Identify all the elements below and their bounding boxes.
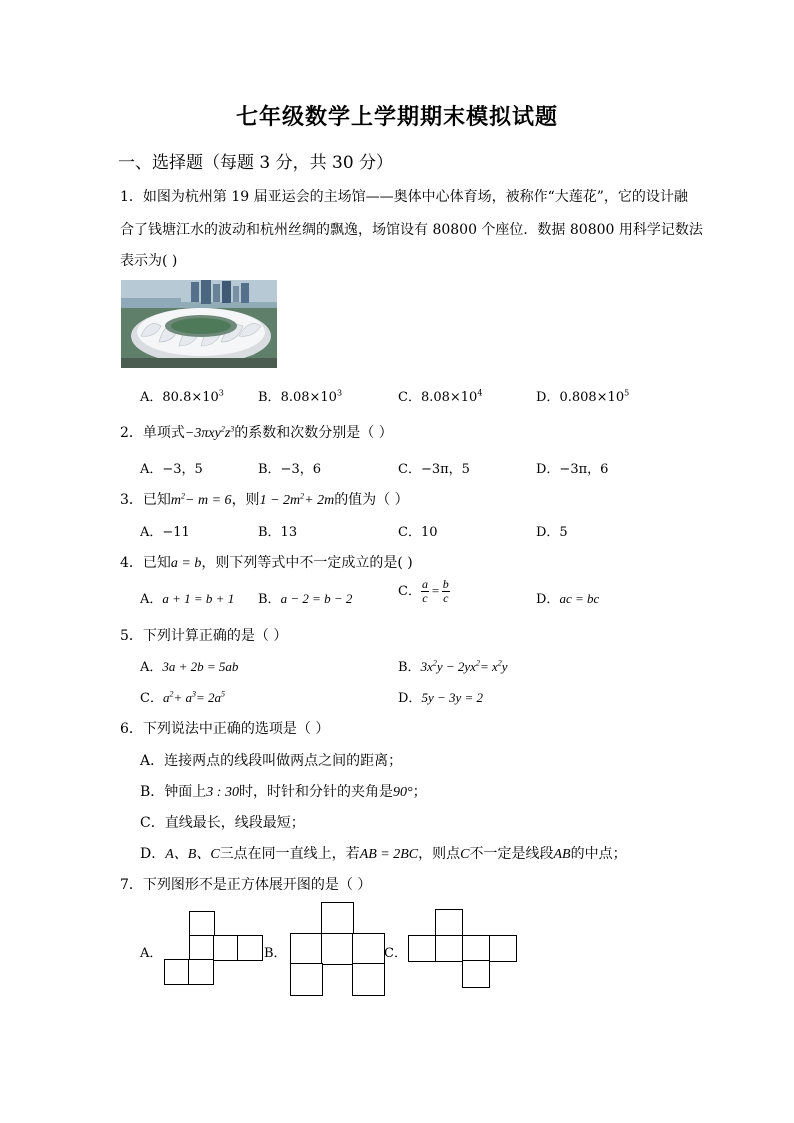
option-text: 三点在同一直线上，若 [219,846,360,862]
option-value: a − 2 = b − 2 [280,591,353,606]
q3-condition: − m = 6 [185,493,232,508]
q5-option-d[interactable] [398,687,483,706]
option-exponent: 4 [477,388,483,398]
exponent: 2 [432,658,437,668]
net-square [462,960,490,988]
net-square [352,963,385,996]
denominator: c [422,591,428,605]
q3-condition: m [170,493,182,508]
option-label: C． [398,584,421,599]
option-value: = x [479,659,498,674]
q3-prefix: 3．已知 [120,492,171,508]
q7-net-b[interactable] [290,902,386,996]
option-label: A． [140,660,163,675]
option-text: ； [412,784,427,800]
net-square [321,933,354,965]
q2-exponent: 3 [230,424,235,434]
q4-prefix: 4．已知 [120,555,171,571]
q2-suffix: 的系数和次数分别是（ ） [234,425,393,441]
denominator: c [443,591,449,605]
q2-option-d[interactable]: D．−3π，6 [536,462,609,477]
option-value: y − 2yx [436,659,476,674]
q3-option-d[interactable]: D．5 [536,525,568,540]
q6-option-b[interactable] [140,781,427,801]
q3-option-c[interactable]: C．10 [398,525,438,540]
q7-option-c-label[interactable]: C． [384,946,407,961]
q1-option-b[interactable] [258,386,342,405]
q4-option-c[interactable] [398,578,450,605]
q3-option-b[interactable]: B．13 [258,525,298,540]
option-label: B． [258,592,281,607]
q4-suffix: ，则下列等式中不一定成立的是( ) [201,555,413,571]
option-label: B． [398,660,421,675]
q2-option-b[interactable]: B．−3，6 [258,462,321,477]
option-math: AB [553,847,571,862]
net-square [408,935,436,962]
q2-variable: z [224,426,231,441]
q1-line1: 1．如图为杭州第 19 届亚运会的主场馆——奥体中心体育场，被称作“大莲花”，它的设计融 [120,189,688,205]
option-label: C． [140,691,163,706]
net-square [352,933,385,965]
option-math: 90° [392,785,413,800]
net-square [188,959,214,985]
q1-option-a[interactable] [140,386,224,405]
q4-option-b[interactable] [258,588,352,607]
q2-expression: −3πxy [184,426,221,441]
option-math: AB = 2BC [359,847,419,862]
q2-option-c[interactable]: C．−3π，5 [398,462,470,477]
option-value: a + 1 = b + 1 [162,591,235,606]
net-square [462,935,490,962]
option-text: B．钟面上 [140,784,207,800]
exponent: 2 [475,658,480,668]
q7-net-c[interactable] [408,909,518,988]
exponent: 3 [191,689,196,699]
q6-option-c[interactable]: C．直线最长，线段最短； [140,815,305,831]
q2-stem [120,422,393,442]
q7-stem: 7．下列图形不是正方体展开图的是（ ） [120,877,372,893]
option-value: ac = bc [559,591,600,606]
fraction [442,578,450,605]
q5-stem: 5．下列计算正确的是（ ） [120,628,288,644]
q1-option-c[interactable] [398,386,482,405]
section-heading: 一、选择题（每题 3 分，共 30 分） [118,153,394,173]
option-math: C [460,847,470,862]
q3-exponent: 2 [300,491,305,501]
option-value: = 2a [195,690,222,705]
q6-option-a[interactable]: A．连接两点的线段叫做两点之间的距离； [140,753,403,769]
exponent: 2 [497,658,502,668]
option-label: B． [258,390,281,405]
page-title: 七年级数学上学期期末模拟试题 [235,104,558,130]
q7-net-a[interactable] [164,911,266,985]
q3-option-a[interactable]: A．−11 [140,525,190,540]
option-value: 3x [420,659,433,674]
q1-option-d[interactable] [536,386,629,405]
option-label: D． [536,592,560,607]
q2-prefix: 2．单项式 [120,425,185,441]
q6-option-d[interactable] [140,843,627,863]
option-exponent: 3 [218,388,224,398]
option-value: 8.08×10 [280,390,337,405]
option-label: A． [140,390,163,405]
net-square [189,935,215,961]
numerator: b [442,577,449,591]
equals: = [430,583,440,598]
q4-condition: a = b [170,556,202,571]
option-label: D． [398,691,422,706]
q6-stem: 6．下列说法中正确的选项是（ ） [120,721,330,737]
q7-option-b-label[interactable]: B． [264,946,287,961]
q3-stem [120,489,409,509]
net-square [290,963,323,996]
option-text: D． [140,846,166,862]
q7-option-a-label[interactable]: A． [140,946,163,961]
net-square [290,933,323,965]
q5-option-c[interactable] [140,687,225,706]
option-value: 8.08×10 [420,390,478,405]
net-square [189,911,215,937]
q3-expression: + 2m [304,493,335,508]
option-label: A． [140,592,163,607]
option-value: a [162,690,170,705]
q3-expression: 1 − 2m [259,493,301,508]
fraction [421,578,429,605]
net-square [435,935,463,962]
stadium-photo [121,280,277,368]
option-text: 时，时针和分针的夹角是 [238,784,393,800]
option-exponent: 5 [624,388,630,398]
option-label: D． [536,390,560,405]
q5-option-b[interactable] [398,656,508,675]
option-value: 0.808×10 [559,390,625,405]
q5-option-a[interactable] [140,656,238,675]
numerator: a [421,577,428,591]
option-value: 80.8×10 [162,390,219,405]
q4-stem [120,552,413,572]
q3-middle: ，则 [231,492,260,508]
net-square [435,909,463,937]
q2-option-a[interactable]: A．−3，5 [140,462,203,477]
net-square [164,959,190,985]
q2-exponent: 2 [220,424,225,434]
option-value: 3a + 2b = 5ab [162,659,239,674]
net-square [321,902,354,935]
q1-line2: 合了钱塘江水的波动和杭州丝绸的飘逸，场馆设有 80800 个座位．数据 80800 用科学记数法 [120,222,703,238]
net-square [213,935,239,961]
exponent: 2 [169,689,174,699]
exponent: 5 [221,689,226,699]
option-math: 3 : 30 [206,785,239,800]
option-text: ，则点 [418,846,461,862]
option-value: 5y − 3y = 2 [421,690,484,705]
option-label: C． [398,390,421,405]
option-value: + a [173,690,192,705]
option-text: 的中点； [570,846,627,862]
option-exponent: 3 [336,388,343,398]
q4-option-a[interactable] [140,588,234,607]
q3-suffix: 的值为（ ） [334,492,409,508]
net-square [489,935,517,962]
stadium-illustration [121,280,277,368]
q3-exponent: 2 [181,491,186,501]
option-math: A、B、C [165,847,220,862]
option-value: y [501,659,508,674]
net-square [237,935,263,961]
option-text: 不一定是线段 [469,846,554,862]
q1-line3: 表示为( ) [120,253,178,269]
q4-option-d[interactable] [536,588,599,607]
